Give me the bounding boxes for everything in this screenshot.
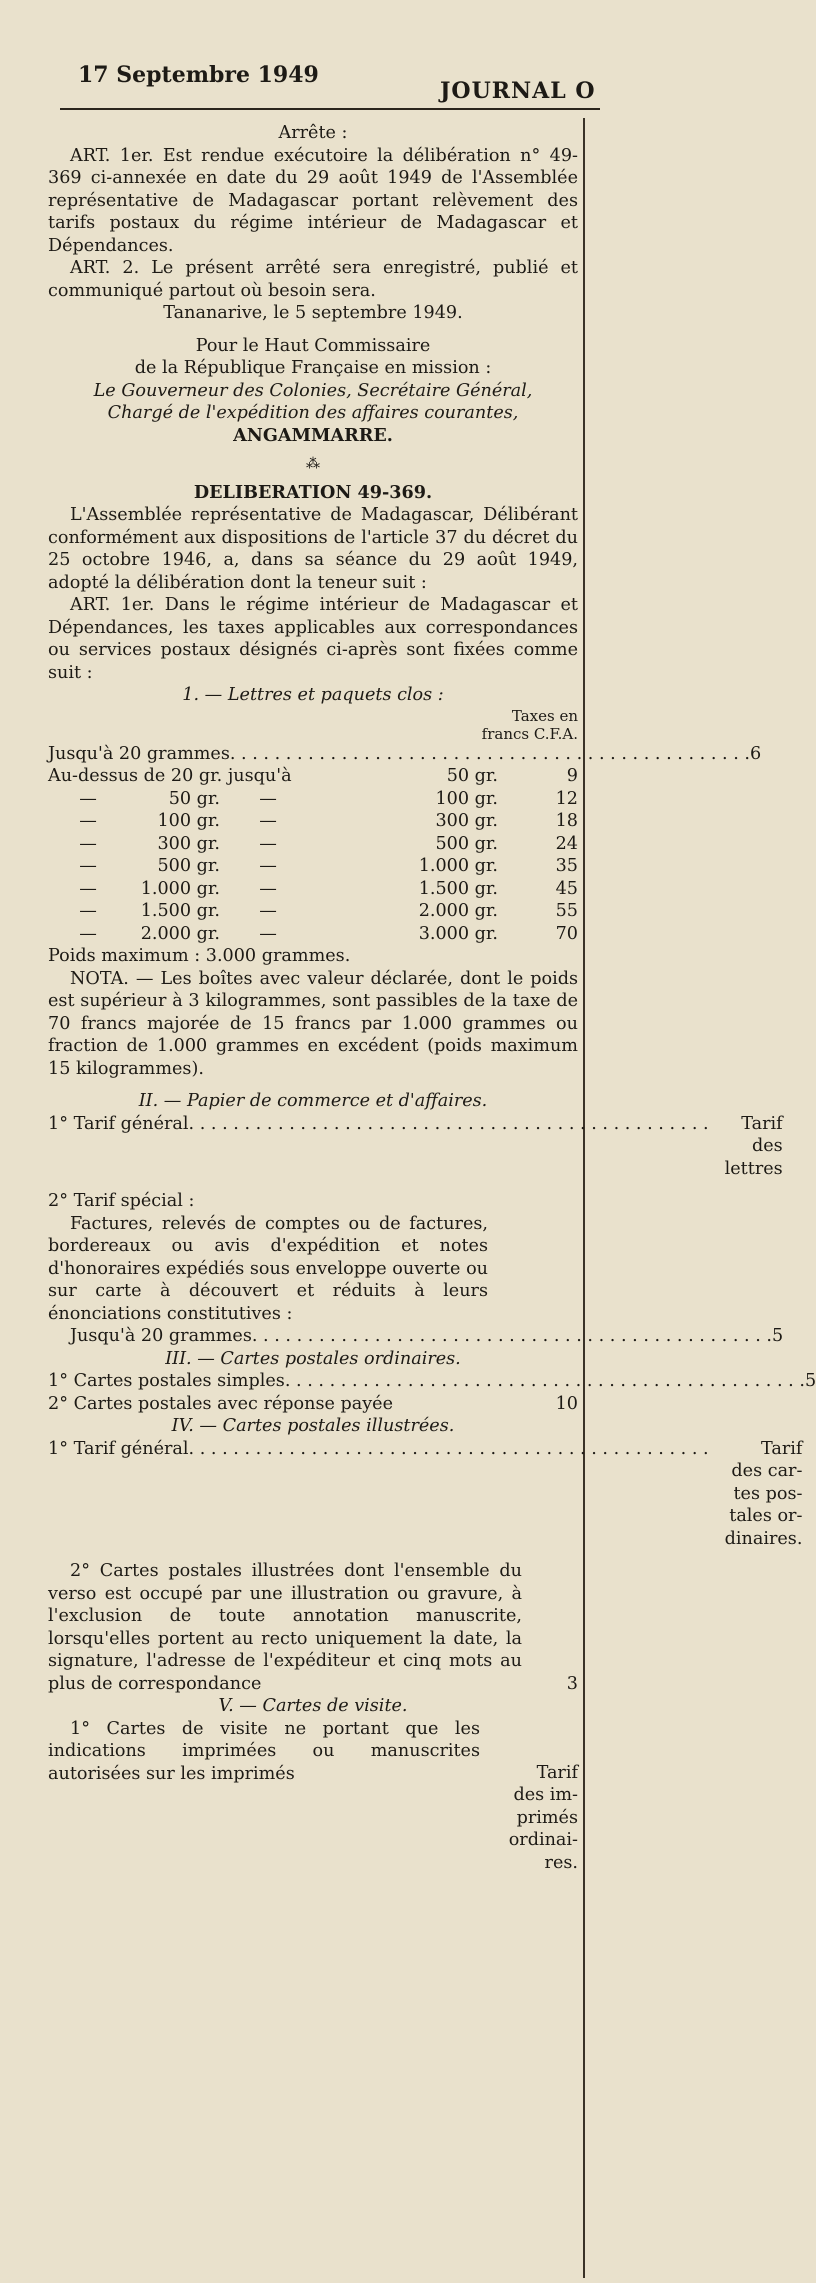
tariff-first-label: Jusqu'à 20 grammes bbox=[48, 743, 230, 764]
tarif-cartes-ordinaires: Tarif des car- tes pos- tales or- dinaires. bbox=[724, 1438, 803, 1549]
signatory-name: ANGAMMARRE. bbox=[233, 424, 393, 446]
cp-simples-rate: 5 bbox=[804, 1371, 816, 1391]
tariff-dash: — bbox=[79, 901, 97, 921]
table-row bbox=[48, 900, 578, 923]
tariff-second-from: Au-dessus de 20 gr. jusqu'à bbox=[48, 766, 292, 786]
tarif-special-label: 2° Tarif spécial : bbox=[48, 1191, 195, 1211]
tariff-second-to: 50 gr. bbox=[446, 766, 498, 786]
tariff-dash: — bbox=[259, 901, 277, 921]
main-column bbox=[48, 122, 816, 1874]
jusqu-20-rate: 5 bbox=[771, 1326, 784, 1346]
tariff-dash: — bbox=[259, 788, 277, 809]
tariff-to: 1.500 gr. bbox=[418, 878, 498, 899]
table-row bbox=[48, 788, 578, 811]
tarif-special-text: Factures, relevés de comptes ou de factures, bordereaux ou avis d'expédition et notes d'honoraires expédiés sous enveloppe ouverte ou sur carte à découvert et réduits à leurs énonciations constitutives : bbox=[48, 1213, 488, 1324]
dot-leader bbox=[189, 1113, 709, 1136]
cp-simples-row bbox=[48, 1370, 816, 1393]
signature-line-1: Pour le Haut Commissaire bbox=[195, 335, 431, 356]
tariff-rate: 35 bbox=[555, 856, 578, 876]
journal-title: JOURNAL O bbox=[440, 78, 596, 104]
cartes-visite-block bbox=[48, 1718, 578, 1875]
tariff-from: 300 gr. bbox=[157, 833, 220, 854]
tariff-second-rate: 9 bbox=[566, 766, 578, 786]
tariff-from: 50 gr. bbox=[168, 788, 220, 809]
jusqu-20-label: Jusqu'à 20 grammes bbox=[70, 1326, 252, 1346]
tariff-to: 300 gr. bbox=[435, 811, 498, 831]
tariff-rows bbox=[48, 788, 578, 946]
taxes-header-line-2: francs C.F.A. bbox=[481, 724, 578, 743]
deliberation-intro: L'Assemblée représentative de Madagascar, Délibérant conformément aux dispositions de l'article 37 du décret du 25 octobre 1946, a, dans sa séance du 29 août 1949, adopté la délibération dont la teneur suit : bbox=[48, 505, 578, 593]
arrete-art1: ART. 1er. Est rendue exécutoire la délibération n° 49-369 ci-annexée en date du 29 août 1949 de l'Assemblée représentative de Madagascar portant relèvement des tarifs postaux du régime intérieur de Madagascar et Dépendances. bbox=[48, 145, 578, 256]
tariff-rate: 24 bbox=[555, 833, 578, 854]
tariff-dash: — bbox=[259, 811, 277, 831]
signature-line-4: Chargé de l'expédition des affaires courantes, bbox=[107, 403, 519, 423]
cartes-visite-text: 1° Cartes de visite ne portant que les indications imprimées ou manuscrites autorisées sur les imprimés bbox=[48, 1718, 480, 1784]
tariff-first-rate: 6 bbox=[749, 743, 762, 764]
tariff-rate: 18 bbox=[555, 811, 578, 831]
tarif-general-label: 1° Tarif général bbox=[48, 1113, 189, 1134]
tariff-from: 2.000 gr. bbox=[140, 923, 220, 944]
tariff-dash: — bbox=[259, 833, 277, 854]
tariff-dash: — bbox=[79, 788, 97, 809]
tariff-to: 100 gr. bbox=[435, 788, 498, 809]
table-row bbox=[48, 833, 578, 856]
dot-leader bbox=[189, 1438, 709, 1461]
nota-paragraph: NOTA. — Les boîtes avec valeur déclarée, dont le poids est supérieur à 3 kilogrammes, sont passibles de la taxe de 70 francs majorée de 15 francs par 1.000 grammes ou fraction de 1.000 grammes en excédent (poids maximum 15 kilogrammes). bbox=[48, 968, 578, 1079]
tariff-to: 3.000 gr. bbox=[418, 923, 498, 944]
tariff-from: 1.000 gr. bbox=[140, 878, 220, 899]
dot-leader bbox=[285, 1370, 805, 1393]
table-row bbox=[48, 810, 578, 833]
signature-line-2: de la République Française en mission : bbox=[134, 358, 492, 378]
cp-illustrees-rate: 3 bbox=[566, 1673, 578, 1694]
table-row bbox=[48, 765, 578, 788]
tariff-from: 500 gr. bbox=[157, 856, 220, 876]
poids-maximum: Poids maximum : 3.000 grammes. bbox=[48, 946, 351, 966]
tariff-dash: — bbox=[79, 811, 97, 831]
cp-illustrees-text: 2° Cartes postales illustrées dont l'ensemble du verso est occupé par une illustration ou gravure, à l'exclusion de toute annotation manuscrite, lorsqu'elles portent au recto uniquement la date, la signature, l'adresse de l'expéditeur et cinq mots au plus de correspondance bbox=[48, 1561, 522, 1694]
tarif-general-4-label: 1° Tarif général bbox=[48, 1438, 189, 1459]
tarif-des-lettres: Tarif des lettres bbox=[724, 1113, 783, 1179]
cp-illustrees-block bbox=[48, 1560, 578, 1695]
column-rule bbox=[583, 118, 585, 2278]
tariff-dash: — bbox=[79, 878, 97, 899]
cp-reponse-label: 2° Cartes postales avec réponse payée bbox=[48, 1393, 393, 1414]
header-rule bbox=[60, 108, 600, 110]
arrete-art2: ART. 2. Le présent arrêté sera enregistré, publié et communiqué partout où besoin sera. bbox=[48, 258, 578, 301]
table-row bbox=[48, 923, 578, 946]
tarif-imprimes: Tarif des im- primés ordinai- res. bbox=[508, 1762, 578, 1873]
tariff-dash: — bbox=[79, 856, 97, 876]
tarif-general-block bbox=[48, 1113, 783, 1181]
section-lettres-paquets: 1. — Lettres et paquets clos : bbox=[182, 685, 444, 705]
taxes-header bbox=[48, 707, 578, 743]
taxes-header-line-1: Taxes en bbox=[511, 706, 578, 725]
tariff-to: 500 gr. bbox=[435, 833, 498, 854]
deliberation-art1: ART. 1er. Dans le régime intérieur de Madagascar et Dépendances, les taxes applicables aux correspondances ou services postaux désignés ci-après sont fixées comme suit : bbox=[48, 595, 578, 683]
tariff-dash: — bbox=[259, 923, 277, 944]
weight-tariff-table bbox=[48, 765, 578, 945]
issue-date: 17 Septembre 1949 bbox=[78, 62, 319, 88]
tariff-rate: 45 bbox=[555, 878, 578, 899]
tariff-dash: — bbox=[79, 833, 97, 854]
section-cartes-ordinaires: III. — Cartes postales ordinaires. bbox=[165, 1348, 461, 1369]
cp-reponse-block bbox=[48, 1393, 578, 1416]
ornament-asterism: ⁂ bbox=[306, 456, 320, 472]
tariff-to: 2.000 gr. bbox=[418, 901, 498, 921]
tariff-from: 1.500 gr. bbox=[140, 901, 220, 921]
tarif-general-4-block bbox=[48, 1438, 803, 1551]
tariff-rate: 55 bbox=[555, 901, 578, 921]
tariff-dash: — bbox=[259, 856, 277, 876]
place-date: Tananarive, le 5 septembre 1949. bbox=[163, 303, 463, 323]
tariff-to: 1.000 gr. bbox=[418, 856, 498, 876]
section-papier-commerce: II. — Papier de commerce et d'affaires. bbox=[138, 1091, 488, 1111]
jusqu-20-row bbox=[48, 1325, 784, 1348]
cp-simples-label: 1° Cartes postales simples bbox=[48, 1371, 285, 1391]
dot-leader bbox=[230, 743, 750, 766]
cp-reponse-rate: 10 bbox=[555, 1393, 578, 1414]
section-cartes-visite: V. — Cartes de visite. bbox=[218, 1696, 408, 1716]
tariff-dash: — bbox=[259, 878, 277, 899]
tariff-from: 100 gr. bbox=[157, 811, 220, 831]
table-row bbox=[48, 878, 578, 901]
deliberation-title: DELIBERATION 49-369. bbox=[193, 481, 433, 503]
signature-line-3: Le Gouverneur des Colonies, Secrétaire Général, bbox=[93, 380, 533, 401]
tariff-dash: — bbox=[79, 923, 97, 944]
tariff-row-first bbox=[48, 743, 762, 766]
dot-leader bbox=[252, 1325, 772, 1348]
section-cartes-illustrees: IV. — Cartes postales illustrées. bbox=[171, 1416, 455, 1436]
tariff-rate: 12 bbox=[555, 788, 578, 809]
table-row bbox=[48, 855, 578, 878]
arrete-title: Arrête : bbox=[278, 123, 348, 143]
tariff-rate: 70 bbox=[555, 923, 578, 944]
